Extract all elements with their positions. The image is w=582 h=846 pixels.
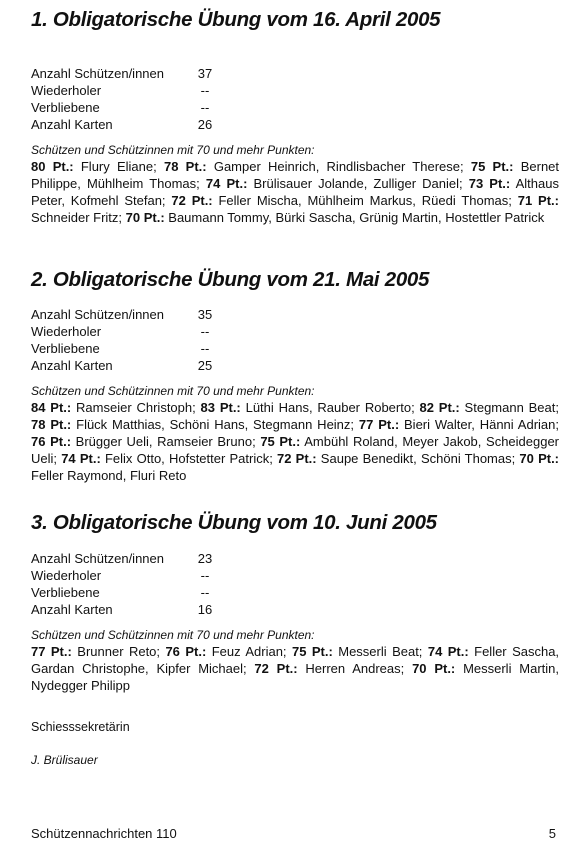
stat-row xyxy=(31,584,559,601)
score-points: 70 Pt.: xyxy=(412,661,456,676)
score-points: 70 Pt.: xyxy=(519,451,560,466)
stat-row xyxy=(31,357,559,374)
stat-value: 23 xyxy=(197,551,213,566)
scores-intro: Schützen und Schützinnen mit 70 und mehr Punkten: xyxy=(31,384,315,398)
score-points: 75 Pt.: xyxy=(260,434,301,449)
scores-paragraph xyxy=(31,643,559,694)
stat-value: -- xyxy=(200,100,210,115)
stat-row xyxy=(31,99,559,116)
footer-publication: Schützennachrichten 110 xyxy=(31,826,177,841)
stat-row xyxy=(31,601,559,618)
score-points: 73 Pt.: xyxy=(468,176,511,191)
stat-label: Verbliebene xyxy=(31,341,100,356)
stat-label: Wiederholer xyxy=(31,324,102,339)
stat-value: -- xyxy=(200,585,210,600)
score-names: Althaus Peter, Kofmehl Stefan; xyxy=(31,176,559,208)
stat-label: Anzahl Karten xyxy=(31,602,113,617)
score-points: 83 Pt.: xyxy=(200,400,241,415)
stat-value: 26 xyxy=(197,117,213,132)
score-names: Feuz Adrian; xyxy=(206,644,292,659)
stat-label: Verbliebene xyxy=(31,585,100,600)
stat-value: 25 xyxy=(197,358,213,373)
stat-value: -- xyxy=(200,568,210,583)
score-names: Ramseier Christoph; xyxy=(71,400,201,415)
stats-table xyxy=(31,65,559,133)
score-points: 76 Pt.: xyxy=(31,434,72,449)
stat-label: Verbliebene xyxy=(31,100,100,115)
stats-table xyxy=(31,550,559,618)
score-names: Bernet Philippe, Mühlheim Thomas; xyxy=(31,159,560,191)
score-names: Brunner Reto; xyxy=(71,644,166,659)
score-points: 77 Pt.: xyxy=(31,644,72,659)
score-points: 78 Pt.: xyxy=(31,417,72,432)
section-3 xyxy=(31,511,559,694)
signature-name: J. Brülisauer xyxy=(31,753,98,767)
stat-value: 35 xyxy=(197,307,213,322)
stat-value: -- xyxy=(200,83,210,98)
score-names: Gamper Heinrich, Rindlisbacher Therese; xyxy=(206,159,471,174)
score-names: Messerli Martin, Nydegger Philipp xyxy=(31,661,559,693)
section-heading: 2. Obligatorische Übung vom 21. Mai 2005 xyxy=(31,268,430,291)
stat-row xyxy=(31,567,559,584)
score-names: Stegmann Beat; xyxy=(459,400,559,415)
score-names: Brügger Ueli, Ramseier Bruno; xyxy=(71,434,261,449)
stat-label: Anzahl Schützen/innen xyxy=(31,307,164,322)
score-names: Flück Matthias, Schöni Hans, Stegmann Heinz; xyxy=(71,417,359,432)
page-number: 5 xyxy=(548,826,556,841)
scores-intro: Schützen und Schützinnen mit 70 und mehr Punkten: xyxy=(31,143,315,157)
score-names: Ambühl Roland, Meyer Jakob, Scheidegger Ueli; xyxy=(31,434,560,466)
section-heading: 1. Obligatorische Übung vom 16. April 2005 xyxy=(31,8,441,31)
score-points: 77 Pt.: xyxy=(358,417,400,432)
score-names: Flury Eliane; xyxy=(73,159,164,174)
score-points: 78 Pt.: xyxy=(163,159,207,174)
scores-paragraph xyxy=(31,158,559,226)
signature-role: Schiesssekretärin xyxy=(31,720,130,734)
section-1 xyxy=(31,8,559,226)
score-points: 70 Pt.: xyxy=(125,210,165,225)
score-names: Schneider Fritz; xyxy=(31,210,126,225)
score-names: Herren Andreas; xyxy=(297,661,413,676)
scores-intro: Schützen und Schützinnen mit 70 und mehr Punkten: xyxy=(31,628,315,642)
score-names: Lüthi Hans, Rauber Roberto; xyxy=(240,400,420,415)
stat-row xyxy=(31,550,559,567)
score-points: 75 Pt.: xyxy=(470,159,514,174)
stat-label: Anzahl Karten xyxy=(31,358,113,373)
score-names: Feller Mischa, Mühlheim Markus, Rüedi Thomas; xyxy=(212,193,518,208)
stat-row xyxy=(31,82,559,99)
score-points: 74 Pt.: xyxy=(427,644,469,659)
section-heading: 3. Obligatorische Übung vom 10. Juni 2005 xyxy=(31,511,437,534)
score-names: Saupe Benedikt, Schöni Thomas; xyxy=(316,451,520,466)
stat-value: -- xyxy=(200,341,210,356)
stat-row xyxy=(31,306,559,323)
score-points: 76 Pt.: xyxy=(165,644,207,659)
scores-paragraph xyxy=(31,399,559,484)
score-names: Brülisauer Jolande, Zulliger Daniel; xyxy=(247,176,469,191)
score-points: 80 Pt.: xyxy=(31,159,74,174)
score-names: Feller Raymond, Fluri Reto xyxy=(31,468,187,483)
stat-label: Wiederholer xyxy=(31,83,102,98)
score-points: 71 Pt.: xyxy=(517,193,559,208)
score-names: Feller Sascha, Gardan Christophe, Kipfer Michael; xyxy=(31,644,560,676)
score-points: 72 Pt.: xyxy=(254,661,298,676)
score-names: Felix Otto, Hofstetter Patrick; xyxy=(100,451,278,466)
stats-table xyxy=(31,306,559,374)
stat-label: Wiederholer xyxy=(31,568,102,583)
score-points: 74 Pt.: xyxy=(61,451,101,466)
score-points: 72 Pt.: xyxy=(171,193,213,208)
stat-value: 16 xyxy=(197,602,213,617)
stat-label: Anzahl Schützen/innen xyxy=(31,66,164,81)
stat-row xyxy=(31,340,559,357)
score-points: 74 Pt.: xyxy=(205,176,248,191)
score-points: 72 Pt.: xyxy=(277,451,317,466)
stat-value: -- xyxy=(200,324,210,339)
section-2 xyxy=(31,268,559,484)
stat-row xyxy=(31,323,559,340)
score-points: 84 Pt.: xyxy=(31,400,72,415)
score-points: 75 Pt.: xyxy=(291,644,333,659)
stat-label: Anzahl Karten xyxy=(31,117,113,132)
stat-value: 37 xyxy=(197,66,213,81)
score-names: Baumann Tommy, Bürki Sascha, Grünig Martin, Hostettler Patrick xyxy=(164,210,545,225)
stat-row xyxy=(31,116,559,133)
score-points: 82 Pt.: xyxy=(419,400,460,415)
score-names: Messerli Beat; xyxy=(332,644,428,659)
score-names: Bieri Walter, Hänni Adrian; xyxy=(399,417,560,432)
stat-row xyxy=(31,65,559,82)
stat-label: Anzahl Schützen/innen xyxy=(31,551,164,566)
